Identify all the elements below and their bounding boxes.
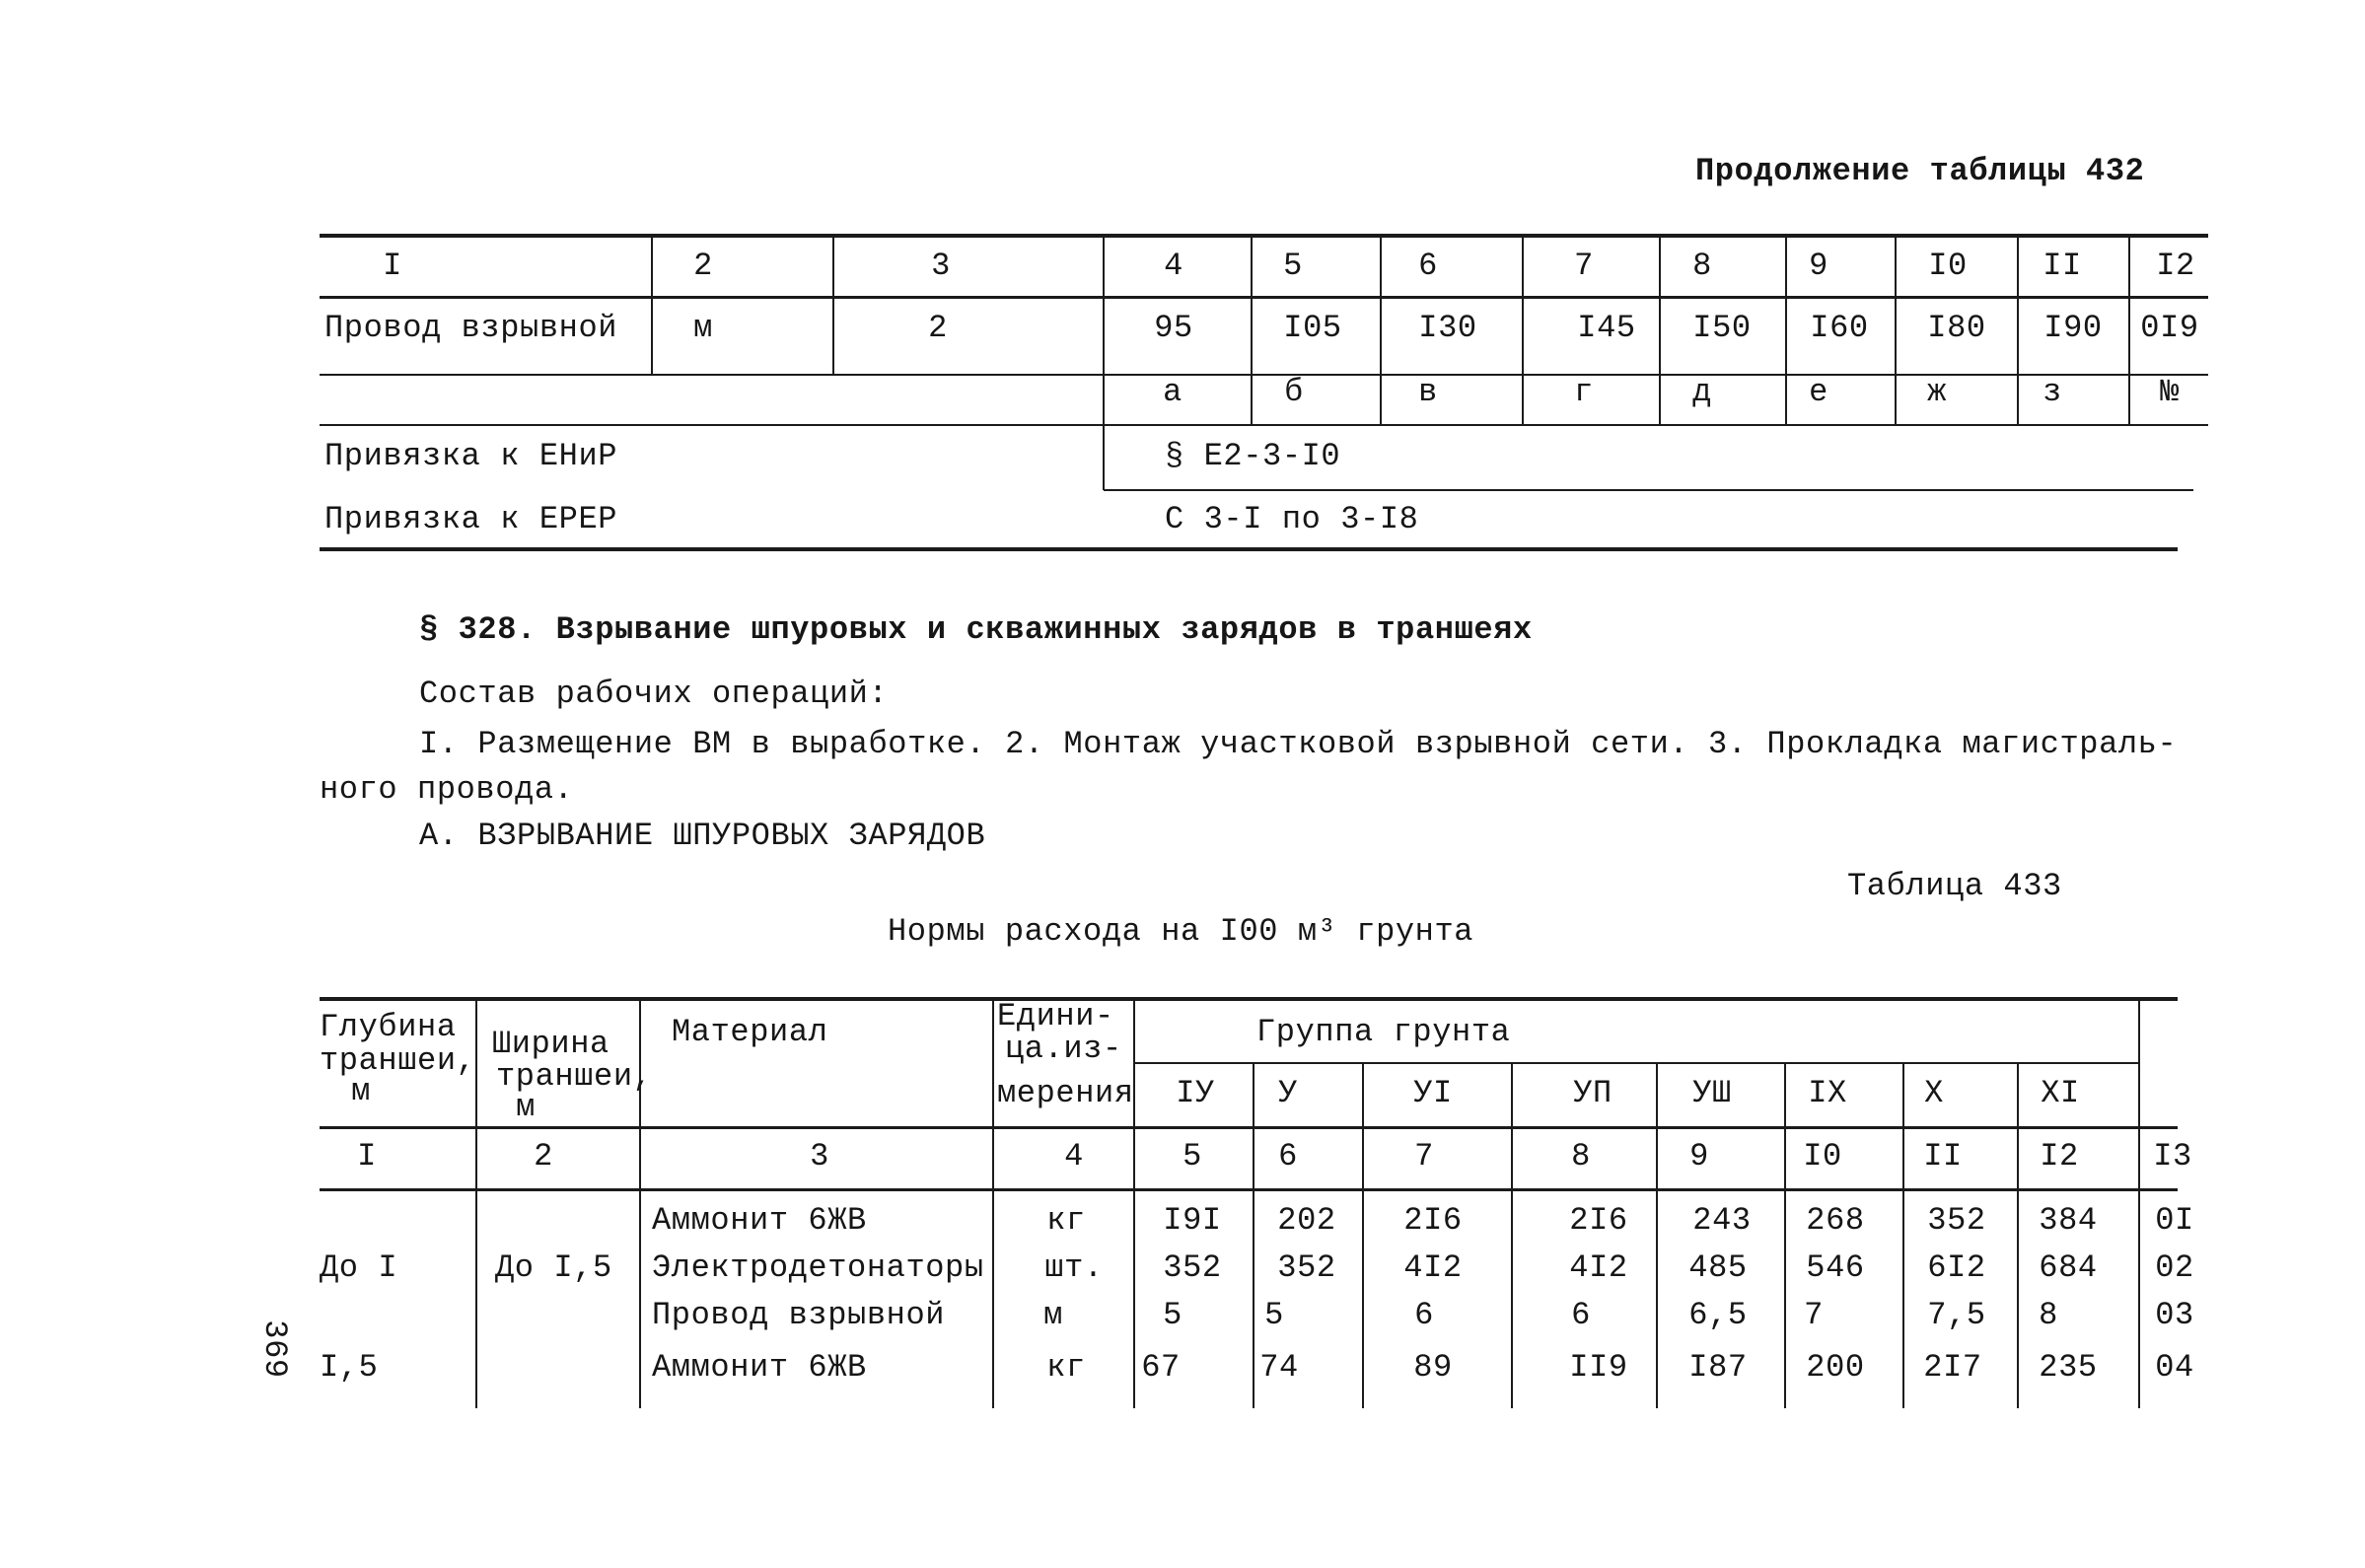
value-cell: I9I [1163,1202,1222,1239]
table-rule [1104,489,2193,491]
material-cell: Провод взрывной [652,1297,946,1333]
value-cell: 6,5 [1688,1297,1748,1333]
value-cell: I80 [1927,310,1986,346]
soil-group-numeral: УП [1573,1075,1612,1111]
table-column-rule [1522,236,1524,425]
column-number: I0 [1928,248,1968,284]
operations-heading: Состав рабочих операций: [419,676,889,712]
column-letter: д [1692,374,1712,410]
header-width: Ширина [492,1026,609,1062]
column-number: I0 [1803,1138,1842,1175]
soil-group-numeral: IУ [1176,1075,1215,1111]
table-rule-top [320,997,2178,1001]
header-material: Материал [672,1014,828,1050]
unit-cell: кг [1046,1202,1086,1239]
value-cell: 200 [1806,1349,1865,1386]
header-depth: траншеи, [320,1042,476,1079]
column-number: 3 [931,248,951,284]
header-width: м [516,1089,536,1125]
soil-group-numeral: X [1924,1075,1944,1111]
table-column-rule [1362,1063,1364,1408]
material-cell: Аммонит 6ЖВ [652,1202,867,1239]
erer-reference-label: Привязка к ЕРЕР [324,501,618,537]
table-column-rule [1785,236,1787,425]
table-rule-top [320,234,2208,238]
column-number: I3 [2153,1138,2192,1175]
value-cell: 67 [1141,1349,1181,1386]
value-cell: 7 [1804,1297,1824,1333]
unit-cell: кг [1046,1349,1086,1386]
value-cell: 268 [1806,1202,1865,1239]
value-cell: 352 [1927,1202,1986,1239]
header-unit: ца.из- [1005,1031,1122,1067]
unit-cell: м [693,310,713,346]
soil-group-numeral: УШ [1692,1075,1732,1111]
header-unit: Едини- [997,998,1114,1034]
column-letter: а [1163,374,1182,410]
soil-group-numeral: УI [1413,1075,1453,1111]
soil-group-numeral: У [1278,1075,1298,1111]
value-cell: 8 [2039,1297,2058,1333]
column-letter: ж [1927,374,1947,410]
table-rule [320,374,2208,376]
table-rule [320,1126,2178,1129]
value-cell: I90 [2043,310,2103,346]
unit-cell: шт. [1044,1249,1104,1286]
header-depth: Глубина [320,1009,457,1045]
value-cell: 5 [1163,1297,1182,1333]
table-column-rule [1133,999,1135,1408]
table-column-rule [992,999,994,1408]
value-cell: 546 [1806,1249,1865,1286]
column-letter: б [1284,374,1304,410]
table-column-rule [1656,1063,1658,1408]
column-number: 9 [1809,248,1828,284]
row-code-cell: 02 [2155,1249,2194,1286]
value-cell: 6 [1414,1297,1434,1333]
table-column-rule [651,236,653,375]
value-cell: 2I6 [1403,1202,1463,1239]
erer-reference-value: С 3-I по 3-I8 [1165,501,1419,537]
page-number: 369 [256,1319,293,1379]
value-cell: 74 [1259,1349,1299,1386]
value-cell: II9 [1569,1349,1628,1386]
table-rule [320,1188,2178,1191]
value-cell: 202 [1277,1202,1336,1239]
value-cell: 6 [1571,1297,1591,1333]
column-number: 6 [1418,248,1438,284]
header-soil-group: Группа грунта [1256,1014,1511,1050]
column-number: 4 [1164,248,1183,284]
trench-width-cell: До I,5 [495,1249,612,1286]
table-column-rule [1902,1063,1904,1408]
header-depth: м [351,1073,371,1109]
header-unit: мерения [997,1075,1134,1111]
header-width: траншеи, [496,1058,653,1095]
row-code-cell: 03 [2155,1297,2194,1333]
row-code-cell: 04 [2155,1349,2194,1386]
column-number: 8 [1692,248,1712,284]
value-cell: 6I2 [1927,1249,1986,1286]
column-number: 8 [1571,1138,1591,1175]
table-column-rule [2138,999,2140,1408]
column-number: 4 [1064,1138,1084,1175]
value-cell: 684 [2039,1249,2098,1286]
value-cell: 89 [1413,1349,1453,1386]
column-letter: г [1574,374,1594,410]
column-number: 5 [1283,248,1303,284]
value-cell: 352 [1163,1249,1222,1286]
unit-cell: м [1043,1297,1063,1333]
column-number: 9 [1689,1138,1709,1175]
table-label: Таблица 433 [1847,868,2062,904]
column-number: 7 [1574,248,1594,284]
value-cell: 5 [1264,1297,1284,1333]
operations-text-line: ного провода. [320,771,574,808]
table-column-rule [1659,236,1661,425]
value-cell: 7,5 [1927,1297,1986,1333]
value-cell: 243 [1692,1202,1752,1239]
column-number: 6 [1278,1138,1298,1175]
table-column-rule [1784,1063,1786,1408]
material-cell: Электродетонаторы [652,1249,984,1286]
table-column-rule [1253,1063,1254,1408]
trench-depth-cell: I,5 [320,1349,379,1386]
table-column-rule [2017,1063,2019,1408]
section-title: § 328. Взрывание шпуровых и скважинных зарядов в траншеях [419,611,1533,648]
material-cell: Аммонит 6ЖВ [652,1349,867,1386]
value-cell: 2I6 [1569,1202,1628,1239]
value-cell: I50 [1692,310,1752,346]
column-number: 2 [693,248,713,284]
table-rule [320,424,2208,426]
operations-text-line: I. Размещение ВМ в выработке. 2. Монтаж участковой взрывной сети. 3. Прокладка магистраль- [419,726,2178,762]
trench-depth-cell: До I [320,1249,398,1286]
table-column-rule [1251,236,1253,425]
column-number: I2 [2040,1138,2079,1175]
column-number: 2 [534,1138,553,1175]
value-cell: I30 [1418,310,1477,346]
value-cell: 235 [2039,1349,2098,1386]
table-column-rule [1103,236,1105,490]
value-cell: 95 [1154,310,1193,346]
row-code-cell: 0I [2155,1202,2194,1239]
enir-reference-label: Привязка к ЕНиР [324,438,618,474]
table-rule [320,296,2208,299]
value-cell: 4I2 [1403,1249,1463,1286]
value-cell: I05 [1283,310,1342,346]
value-cell: 352 [1277,1249,1336,1286]
column-number: 5 [1182,1138,1202,1175]
material-cell: Провод взрывной [324,310,618,346]
value-cell: 2 [928,310,948,346]
table-column-rule [1895,236,1897,425]
column-number: II [1923,1138,1963,1175]
value-cell: 384 [2039,1202,2098,1239]
table-column-rule [832,236,834,375]
column-letter: в [1418,374,1438,410]
subsection-title: А. ВЗРЫВАНИЕ ШПУРОВЫХ ЗАРЯДОВ [419,818,986,854]
table-caption: Нормы расхода на I00 м³ грунта [888,913,1474,950]
column-letter: № [2160,374,2180,410]
table-rule-bottom [320,547,2178,551]
table-column-rule [1511,1063,1513,1408]
value-cell: 2I7 [1923,1349,1982,1386]
column-number: 3 [810,1138,829,1175]
table-column-rule [1380,236,1382,425]
column-number: I [357,1138,377,1175]
enir-reference-value: § Е2-3-I0 [1165,438,1341,474]
table-rule [1134,1062,2140,1064]
column-letter: з [2042,374,2062,410]
value-cell: I87 [1688,1349,1748,1386]
column-number: 7 [1414,1138,1434,1175]
value-cell: 4I2 [1569,1249,1628,1286]
column-number: II [2042,248,2082,284]
column-number: I2 [2156,248,2195,284]
value-cell: I60 [1810,310,1869,346]
column-number: I [383,248,402,284]
value-cell: 485 [1688,1249,1748,1286]
soil-group-numeral: XI [2041,1075,2080,1111]
row-code-cell: 0I9 [2140,310,2199,346]
soil-group-numeral: IX [1808,1075,1847,1111]
column-letter: е [1809,374,1828,410]
table-continuation-label: Продолжение таблицы 432 [1695,153,2145,189]
table-column-rule [2017,236,2019,425]
table-column-rule [2128,236,2130,425]
value-cell: I45 [1577,310,1636,346]
